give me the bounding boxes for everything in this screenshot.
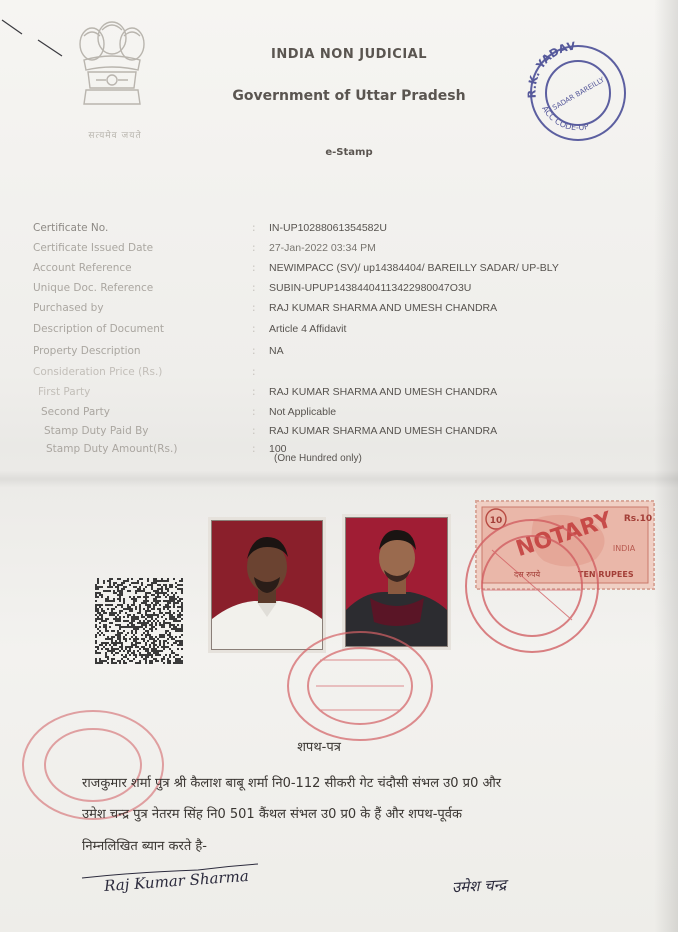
seal-inner: SADAR BAREILLY bbox=[551, 75, 606, 112]
row-issued-date: Certificate Issued Date : 27-Jan-2022 03:34 PM bbox=[33, 242, 376, 254]
value: Article 4 Affidavit bbox=[269, 323, 347, 335]
row-purchased-by: Purchased by : RAJ KUMAR SHARMA AND UMESH CHANDRA bbox=[33, 302, 498, 314]
value: 100 bbox=[269, 443, 287, 455]
header-e-stamp: e-Stamp bbox=[325, 147, 373, 158]
label: Description of Document bbox=[33, 323, 164, 335]
value: RAJ KUMAR SHARMA AND UMESH CHANDRA bbox=[269, 386, 498, 398]
row-first-party: First Party : RAJ KUMAR SHARMA AND UMESH CHANDRA bbox=[38, 386, 498, 398]
value: IN-UP10288061354582U bbox=[269, 222, 387, 234]
signature-left: Raj Kumar Sharma bbox=[103, 866, 250, 896]
label: Consideration Price (Rs.) bbox=[33, 366, 163, 378]
affidavit-title: शपथ-पत्र bbox=[297, 740, 341, 755]
affidavit-line-1: राजकुमार शर्मा पुत्र श्री कैलाश बाबू शर्मा नि0-112 सीकरी गेट चंदौसी संभल उ0 प्र0 और bbox=[82, 776, 502, 791]
affidavit-line-3: निम्नलिखित ब्यान करते है- bbox=[82, 839, 207, 854]
label: Certificate Issued Date bbox=[33, 242, 154, 254]
label: Purchased by bbox=[33, 302, 104, 314]
seal-bottom: ACC CODE-UP bbox=[540, 104, 590, 133]
row-stamp-duty-amount: Stamp Duty Amount(Rs.) : 100 bbox=[46, 443, 287, 455]
amount-in-words: (One Hundred only) bbox=[274, 453, 362, 464]
label: Certificate No. bbox=[33, 222, 109, 234]
row-stamp-duty-paid-by: Stamp Duty Paid By : RAJ KUMAR SHARMA AND UMESH CHANDRA bbox=[44, 425, 498, 437]
header-india-non-judicial: INDIA NON JUDICIAL bbox=[270, 47, 427, 62]
stamp-value-left: 10 bbox=[489, 516, 503, 526]
label: Account Reference bbox=[33, 262, 132, 274]
signature-right: उमेश चन्द्र bbox=[451, 875, 507, 897]
value: NEWIMPACC (SV)/ up14384404/ BAREILLY SADAR/ UP-BLY bbox=[269, 262, 559, 274]
value: SUBIN-UPUP14384404113422980047O3U bbox=[269, 282, 472, 294]
paper-fold bbox=[0, 470, 678, 488]
value: Not Applicable bbox=[269, 406, 337, 418]
government-seal-red bbox=[280, 630, 440, 750]
header-government: Government of Uttar Pradesh bbox=[232, 88, 466, 104]
value: RAJ KUMAR SHARMA AND UMESH CHANDRA bbox=[269, 425, 498, 437]
label: Stamp Duty Paid By bbox=[44, 425, 149, 437]
row-consideration-price: Consideration Price (Rs.) : bbox=[33, 366, 256, 378]
row-unique-doc-reference: Unique Doc. Reference : SUBIN-UPUP14384404113422980047O3U bbox=[33, 282, 472, 294]
seal-name: R.K. YADAV bbox=[525, 40, 577, 99]
label: Stamp Duty Amount(Rs.) bbox=[46, 443, 178, 455]
notary-seal-blue bbox=[522, 40, 634, 146]
row-second-party: Second Party : Not Applicable bbox=[41, 406, 337, 418]
emblem-caption: सत्यमेव जयते bbox=[88, 131, 142, 141]
qr-code-icon bbox=[95, 578, 183, 664]
svg-text:R.K. YADAV bbox=[525, 40, 576, 98]
stamp-country: INDIA bbox=[612, 544, 636, 553]
row-account-reference: Account Reference : NEWIMPACC (SV)/ up14384404/ BAREILLY SADAR/ UP-BLY bbox=[33, 262, 559, 274]
stamp-hindi: दस रुपये bbox=[514, 570, 541, 579]
row-property-description: Property Description : NA bbox=[33, 345, 284, 357]
paper-edge-shadow bbox=[654, 0, 678, 932]
value: NA bbox=[269, 345, 284, 357]
stamp-overprint: NOTARY bbox=[512, 507, 615, 563]
signature-stroke bbox=[78, 862, 278, 912]
label: Second Party bbox=[41, 406, 110, 418]
value: RAJ KUMAR SHARMA AND UMESH CHANDRA bbox=[269, 302, 498, 314]
stamp-value-right: Rs.10 bbox=[623, 514, 653, 524]
label: First Party bbox=[38, 386, 91, 398]
notary-seal-red bbox=[452, 510, 612, 660]
national-emblem-icon bbox=[62, 8, 162, 128]
value: 27-Jan-2022 03:34 PM bbox=[269, 242, 376, 254]
stamp-english: TEN RUPEES bbox=[578, 570, 634, 579]
label: Property Description bbox=[33, 345, 141, 357]
photo-umesh-chandra bbox=[345, 517, 448, 647]
row-certificate-no: Certificate No. : IN-UP10288061354582U bbox=[33, 222, 387, 234]
label: Unique Doc. Reference bbox=[33, 282, 154, 294]
affidavit-line-2: उमेश चन्द्र पुत्र नेतरम सिंह नि0 501 कैंथल संभल उ0 प्र0 के हैं और शपथ-पूर्वक bbox=[82, 807, 462, 822]
row-description: Description of Document : Article 4 Affidavit bbox=[33, 323, 347, 335]
